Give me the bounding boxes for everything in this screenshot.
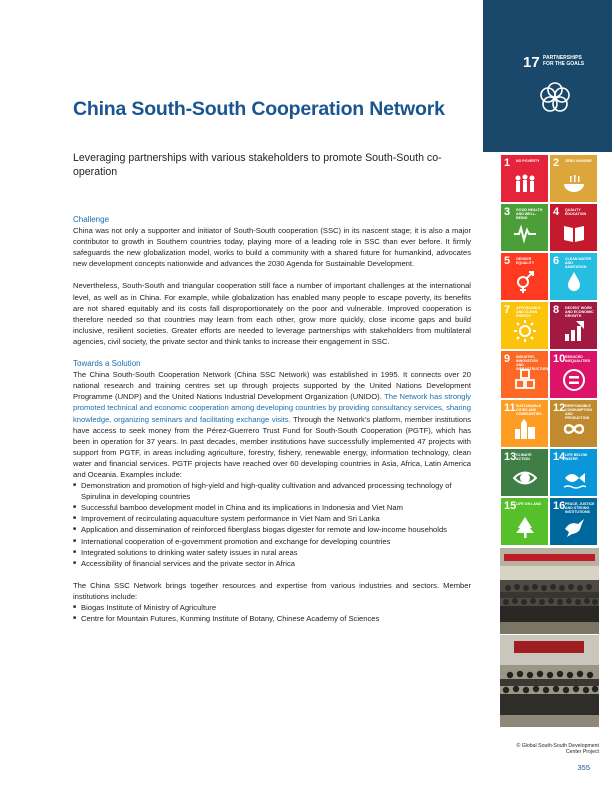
- sdg-tile-label: PEACE, JUSTICE AND STRONG INSTITUTIONS: [565, 502, 595, 514]
- sdg-tile-number: 13: [504, 451, 517, 463]
- sdg-tile-1: [501, 155, 548, 202]
- sdg17-flower-icon: [537, 80, 573, 116]
- sdg-tile-14: [550, 449, 597, 496]
- sdg-tile-number: 4: [553, 206, 560, 218]
- sdg-tile-number: 16: [553, 500, 566, 512]
- page-subtitle: Leveraging partnerships with various stakeholders to promote South-South cooperation: [73, 152, 442, 178]
- list-item: ■ Application and dissemination of reinforced fiberglass biogas digester for remote and low-income households: [73, 524, 471, 535]
- sdg-tile-10: [550, 351, 597, 398]
- sdg-tile-label: DECENT WORK AND ECONOMIC GROWTH: [565, 306, 594, 318]
- list-item: ■ International cooperation of e-government promotion and exchange for developing countries: [73, 536, 471, 547]
- members-list: [73, 602, 471, 624]
- sdg-tile-15: [501, 498, 548, 545]
- sdg-tile-label: RESPONSIBLE CONSUMPTION AND PRODUCTION: [565, 404, 592, 420]
- sdg17-banner: [483, 0, 612, 152]
- sdg-tile-label: REDUCED INEQUALITIES: [565, 355, 591, 363]
- sdg-tile-11: [501, 400, 548, 447]
- sdg-tile-number: 5: [504, 255, 511, 267]
- sdg-tile-number: 6: [553, 255, 560, 267]
- bowl-icon: [562, 172, 586, 196]
- cubes-icon: [513, 368, 537, 392]
- list-item: ■ Integrated solutions to drinking water safety issues in rural areas: [73, 547, 471, 558]
- heartbeat-icon: [513, 221, 537, 245]
- photo-caption: © Global South-South Development Center Project: [516, 743, 599, 756]
- page-title: China South-South Cooperation Network: [73, 98, 445, 120]
- list-item: ■ Improvement of recirculating aquaculture system performance in Viet Nam and Sri Lanka: [73, 513, 471, 524]
- sdg-tile-number: 1: [504, 157, 511, 169]
- sdg-tile-label: QUALITY EDUCATION: [565, 208, 587, 216]
- list-item: ■ Successful bamboo development model in China and its implications in Indonesia and Viet Nam: [73, 502, 471, 513]
- sdg-tile-number: 7: [504, 304, 511, 316]
- fish-icon: [562, 466, 586, 490]
- sdg-tile-12: [550, 400, 597, 447]
- sdg-tile-8: [550, 302, 597, 349]
- sdg-tile-2: [550, 155, 597, 202]
- sdg-tile-label: CLEAN WATER AND SANITATION: [565, 257, 592, 269]
- list-item: ■ Demonstration and promotion of high-yield and high-quality cultivation and advanced processing technology of Spirulina in developing countries: [73, 480, 471, 502]
- equal-icon: [562, 368, 586, 392]
- infinity-icon: [562, 417, 586, 441]
- sdg-tile-number: 3: [504, 206, 511, 218]
- solution-highlight: The Network has strongly promoted technical and economic cooperation among developing countries by providing consultancy services, sharing knowledge, organizing seminars and facilitating exchange visits.: [73, 392, 471, 424]
- examples-list: [73, 480, 471, 569]
- sdg-tile-number: 12: [553, 402, 566, 414]
- sdg-tile-number: 9: [504, 353, 511, 365]
- growth-icon: [562, 319, 586, 343]
- sdg-tile-label: AFFORDABLE AND CLEAN ENERGY: [516, 306, 541, 318]
- sdg-tile-number: 11: [504, 402, 516, 414]
- sdg-tile-number: 15: [504, 500, 517, 512]
- sdg-tile-label: ZERO HUNGER: [565, 159, 592, 163]
- challenge-paragraph-2: Nevertheless, South-South and triangular cooperation still face a number of important challenges at the international level, as well as in China. For example, while globalization has enabled many people to escape poverty, its benefits are not shared equitably and its costs fall disproportionately on the poor and vulnerable. Improved cooperation is therefore needed so that countries may learn from each other, grow more quickly, close income gaps and build inclusive, resilient societies. Greater efforts are needed to leverage partnerships with stakeholders from multilateral agencies, civil society, the private sector and think tanks to increase their engagement in SSC.: [73, 281, 471, 346]
- family-icon: [513, 172, 537, 196]
- sdg-tile-number: 8: [553, 304, 560, 316]
- sdg-tile-9: [501, 351, 548, 398]
- solution-paragraph: [73, 369, 471, 480]
- sdg-tile-label: CLIMATE ACTION: [516, 453, 532, 461]
- solution-text-b: Through the Network’s platform, member institutions have access to seek money from the Pérez-Guerrero Trust Fund for South-South Cooperation (PGTF), which has been in operation for 37 years. In past decades, member institutions have successfully implemented 47 projects with support from PGTF, in areas including agriculture, forestry, fishery, renewable energy, information technology, clean water and financial services. PGTF projects have reached over 60 developing countries in Asia, Africa, Latin America and Oceania. Examples include:: [73, 414, 471, 479]
- challenge-paragraph-1: China was not only a supporter and initiator of South-South cooperation (SSC) in its nascent stage; it is also a major contributor to growth in Southern countries today, playing more of a leading role in SSC than ever before. It firmly safeguards the new globalization model, works to build a community with a shared future for humankind, advocates new development concepts nationwide and advances the 2030 Agenda for Sustainable Development.: [73, 226, 471, 269]
- sdg-tile-number: 2: [553, 157, 560, 169]
- solution-text-a: The China South-South Cooperation Network (China SSC Network) was established in 1995. It connects over 20 national research and training centres set up through projects supported by the United Nations Development Programme (UNDP) and the United Nations Industrial Development Organization (UNIDO).: [73, 370, 471, 402]
- sdg-tile-label: NO POVERTY: [516, 159, 540, 163]
- sdg-tile-label: INDUSTRY, INNOVATION AND INFRASTRUCTURE: [516, 355, 550, 371]
- sdg-tile-label: GOOD HEALTH AND WELL-BEING: [516, 208, 543, 220]
- sdg-tile-7: [501, 302, 548, 349]
- sdg-tile-label: LIFE BELOW WATER: [565, 453, 588, 461]
- solution-heading: Towards a Solution: [73, 359, 141, 369]
- page-number: 355: [577, 763, 590, 772]
- challenge-heading: Challenge: [73, 215, 110, 224]
- members-intro: The China SSC Network brings together resources and expertise from various industries and sectors. Member institutions include:: [73, 580, 471, 601]
- sdg-tile-number: 14: [553, 451, 566, 463]
- water-icon: [562, 270, 586, 294]
- sdg-tile-label: LIFE ON LAND: [516, 502, 542, 506]
- sdg-tile-13: [501, 449, 548, 496]
- sun-icon: [513, 319, 537, 343]
- list-item: ■ Centre for Mountain Futures, Kunming Institute of Botany, Chinese Academy of Sciences: [73, 613, 471, 624]
- book-icon: [562, 221, 586, 245]
- sdg17-label: PARTNERSHIPS FOR THE GOALS: [543, 55, 585, 67]
- sdg-tile-4: [550, 204, 597, 251]
- sdg-tile-5: [501, 253, 548, 300]
- sdg-tile-6: [550, 253, 597, 300]
- list-item: ■ Accessibility of financial services and the private sector in Africa: [73, 558, 471, 569]
- sdg-tile-16: [550, 498, 597, 545]
- dove-icon: [562, 515, 586, 539]
- sdg-tile-3: [501, 204, 548, 251]
- sdg-tile-label: SUSTAINABLE CITIES AND COMMUNITIES: [516, 404, 542, 416]
- group-photo-2: [500, 635, 599, 727]
- eye-globe-icon: [513, 466, 537, 490]
- sdg-tile-label: GENDER EQUALITY: [516, 257, 535, 265]
- body-text: [73, 214, 471, 624]
- sdg-tile-number: 10: [553, 353, 566, 365]
- list-item: ■ Biogas Institute of Ministry of Agriculture: [73, 602, 471, 613]
- gender-icon: [513, 270, 537, 294]
- city-icon: [513, 417, 537, 441]
- tree-icon: [513, 515, 537, 539]
- group-photo-1: [500, 548, 599, 634]
- sdg17-number: 17: [523, 54, 540, 71]
